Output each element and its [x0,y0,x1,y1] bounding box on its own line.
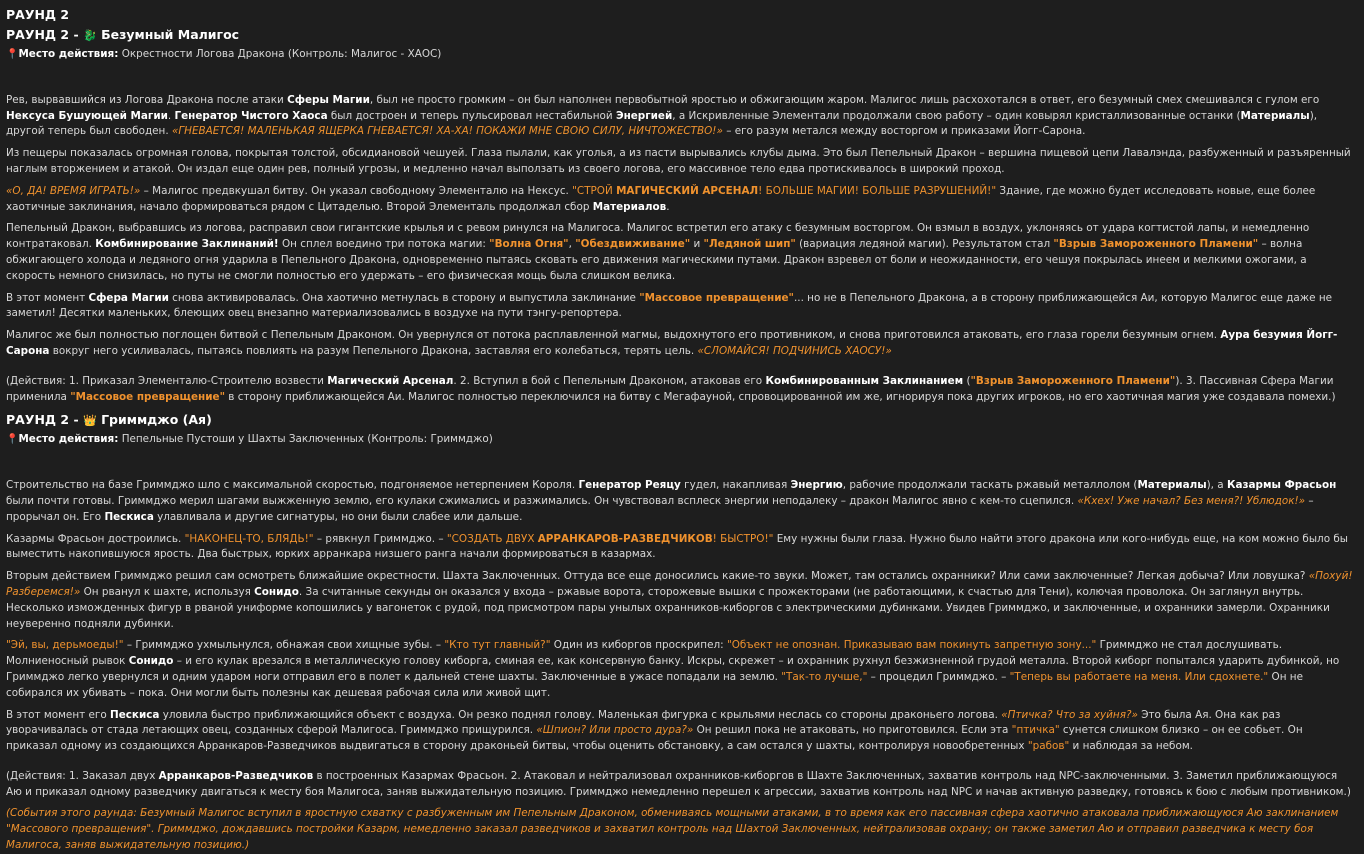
bold-text: Комбинированным Заклинанием [765,374,964,387]
highlight-text: МАГИЧЕСКИЙ АРСЕНАЛ [616,184,759,197]
text-run: . 2. Вступил в бой с Пепельным Драконом, атаковав его [453,374,766,387]
text-run: Казармы Фрасьон достроились. [6,532,185,545]
narrative-paragraph [6,93,1356,140]
bold-text: Арранкаров-Разведчиков [158,769,314,782]
section-title-name: Гриммджо (Ая) [101,412,212,428]
narrative-paragraph [6,221,1356,284]
highlight-text: "Взрыв Замороженного Пламени" [970,374,1176,387]
bold-text: Энергию [790,479,843,492]
text-run: Из пещеры показалась огромная голова, покрытая толстой, обсидиановой чешуей. Глаза пылали, как уголья, а из пасти вырывались клубы дыма. Это был Пепельный Дракон – вершина пищевой цепи Лавалэнда, разбуженный и разъяренный наглым вторжением и атакой. Он издал еще один рев, полный угрозы, и медленно начал выползать из своего логова, его массивное тело едва протискивалось в широкий проход. [6,147,1351,175]
text-run: Гриммджо не стал дослушивать. Молниеносный рывок [6,639,1283,668]
highlight-text: "Взрыв Замороженного Пламени" [1053,238,1259,251]
text-run: Здание, где можно будет исследовать новые, еще более хаотичные заклинания, начало формироваться рядом с Цитаделью. Второй Элементаль продолжал сбор [6,184,1316,213]
text-run: – рявкнул Гриммджо. – [313,532,447,545]
bold-text: Сонидо [254,585,299,598]
bold-text: Энергией [615,109,673,122]
highlight-text: "Теперь вы работаете на меня. Или сдохнете." [1009,670,1269,683]
section-title-prefix: РАУНД 2 - [6,412,79,428]
section-title-name: Безумный Малигос [101,27,240,42]
text-run: Пепельный Дракон, выбравшись из логова, расправил свои гигантские крылья и с ревом ринулся на Малигоса. Малигос встретил его атаку с безумным восторгом. Он взмыл в воздух, уклоняясь от удара когтистой лапы, и немедленно контратаковал. [6,222,1310,251]
text-run: – и его кулак врезался в металлическую голову киборга, сминая ее, как консервную банку. Искры, скрежет – и охранник рухнул безжизненной грудой металла. Второй киборг попытался ударить дубинкой, но Гриммджо легко увернулся и одним ударом ноги отправил его в полет к дальней стене шахты. Заключенные в ужасе попадали на землю. [6,655,1340,683]
text-run: Строительство на базе Гриммджо шло с максимальной скоростью, подгоняемое нетерпением Короля. [6,479,579,492]
narrative-paragraph [6,146,1356,178]
highlight-text: "Ледяной шип" [703,238,796,251]
highlight-text: АРРАНКАРОВ-РАЗВЕДЧИКОВ [537,532,713,545]
text-run: Малигос же был полностью поглощен битвой с Пепельным Драконом. Он увернулся от потока расплавленной магмы, выдохнутого его противником, и снова приготовился атаковать, его глаза горели безумным огнем. [6,329,1221,342]
section-grimmjow [6,411,1356,800]
text-run: В этот момент его [6,708,110,721]
section-title-prefix: РАУНД 2 - [6,27,79,42]
text-run: . [167,109,175,122]
text-run: Он сплел воедино три потока магии: [278,238,490,251]
text-run: – Гриммджо ухмыльнулся, обнажая свои хищные зубы. – [123,639,445,652]
bold-text: Пескиса [104,510,154,523]
highlight-text: «О, ДА! ВРЕМЯ ИГРАТЬ!» [6,184,141,197]
text-run: (Действия: 1. Заказал двух [6,769,159,782]
text-run: ), другой теперь был свободен. [6,109,1318,138]
highlight-text: "Объект не опознан. Приказываю вам покинуть запретную зону..." [726,639,1097,652]
narrative [6,478,1356,755]
highlight-text: "Обездвиживание" [575,238,691,251]
bold-text: Генератор Реяцу [578,479,681,492]
bold-text: Сфера Магии [88,291,169,304]
highlight-text: "СОЗДАТЬ ДВУХ [446,532,538,545]
narrative-paragraph [6,291,1356,323]
bold-text: Материалы [1137,479,1207,492]
section-maligos [6,26,1356,405]
text-run: в построенных Казармах Фрасьон. 2. Атаковал и нейтрализовал охранников-киборгов в Шахте Заключенных, захватив контроль над NPC-заключенными. 3. Заметил приближающуюся Аю и приказал одному разведчику двигаться к месту боя Малигоса, заняв выжидательную позицию. Гриммджо немедленно перешел к агрессии, захватив контроль над NPC и начав активную разведку, готовясь к бою с любым противником.) [6,769,1351,798]
text-run: – процедил Гриммджо. – [867,670,1010,683]
text-run: , рабочие продолжали таскать ржавый металлолом ( [842,479,1138,492]
pin-icon: 📍 [6,434,19,446]
text-run: улавливала и другие сигнатуры, но они были слабее или дальше. [153,510,523,523]
bold-text: Сонидо [128,655,174,668]
bold-text: Нексуса Бушующей Магии [6,109,168,122]
location-label: Место действия: [18,48,119,60]
text-run: и наблюдая за небом. [1069,740,1193,753]
bold-text: Материалы [1240,109,1310,122]
bold-text: Генератор Чистого Хаоса [174,109,328,122]
bold-text: Магический Арсенал [327,374,454,387]
bold-text: Казармы Фрасьон [1226,479,1337,492]
actions-line [6,769,1356,801]
text-run: (Действия: 1. Приказал Элементалю-Строителю возвести [6,374,328,387]
text-run: – Малигос предвкушал битву. Он указал свободному Элементалю на Нексус. [140,184,573,197]
text-run: ). 3. Пассивная Сфера Магии применила [6,374,1334,403]
highlight-text: "птичка" [1011,724,1060,737]
text-run: Это была Ая. Она как раз уворачивалась от стада летающих овец, созданных сферой Малигоса. Гриммджо прищурился. [6,708,1281,737]
text-run: . [666,200,670,213]
actions-line [6,374,1356,406]
text-run: Ему нужны были глаза. Нужно было найти этого дракона или кого-нибудь еще, на ком можно было бы выместить накопившуюся ярость. Два быстрых, юрких арранкара низшего ранга начали формироваться в казармах. [6,532,1348,561]
text-run: . За считанные секунды он оказался у входа – ржавые ворота, сторожевые вышки с прожекторами (не работающими, к счастью для Тени), колючая проволока. Он заглянул внутрь. Несколько изможденных фигур в рваной униформе копошились у вагонеток с рудой, под присмотром пары унылых охранников-киборгов с электрическими дубинками. Увидев Гриммджо, и заключенные, и охранники замерли. Охранники неуверенно подняли дубинки. [6,585,1330,630]
text-run: – волна обжигающего холода и ледяного огня ударила в Пепельного Дракона, одновременно пытаясь сковать его движения магическими путами. Дракон взревел от боли и неожиданности, его чешуя покрылась инеем и мелкими ожогами, а скорость немного снизилась, но путы не смогли полностью его удержать – его физическая мощь была слишком велика. [6,238,1307,282]
text-run: уловила быстро приближающийся объект с воздуха. Он резко поднял голову. Маленькая фигурка с крыльями неслась со стороны драконьего логова. [159,708,1002,721]
text-run: Вторым действием Гриммджо решил сам осмотреть ближайшие окрестности. Шахта Заключенных. Оттуда все еще доносились какие-то звуки. Может, там остались охранники? Или сами заключенные? Легкая добыча? Или ловушка? [6,570,1309,583]
text-run: гудел, накапливая [680,479,791,492]
highlight-text: "Массовое превращение" [70,390,225,403]
section-title [6,26,1356,45]
text-run: (вариация ледяной магии). Результатом стал [795,238,1054,251]
section-title [6,411,1356,430]
crown-icon: 👑 [83,414,97,428]
bold-text: Аура безумия Йогг-Сарона [6,329,1338,357]
highlight-text: ! БЫСТРО!" [712,532,774,545]
text-run: Он решил пока не атаковать, но приготовился. Если эта [693,724,1012,737]
highlight-text: ! БОЛЬШЕ МАГИИ! БОЛЬШЕ РАЗРУШЕНИЙ!" [758,184,997,197]
text-run: Один из киборгов проскрипел: [550,639,727,652]
narrative-paragraph [6,638,1356,701]
location-line [6,47,1356,63]
location-label: Место действия: [18,433,119,446]
text-run: был достроен и теперь пульсировал нестабильной [327,109,616,122]
highlight-text: «СЛОМАЙСЯ! ПОДЧИНИСЬ ХАОСУ!» [697,344,892,357]
narrative-paragraph [6,478,1356,525]
location-line [6,432,1356,448]
narrative-paragraph [6,328,1356,360]
text-run: Он рванул к шахте, используя [80,585,255,598]
bold-text: Комбинирование Заклинаний! [95,238,279,251]
text-run: вокруг него усиливалась, пытаясь повлиять на разум Пепельного Дракона, заставляя его колебаться, терять цель. [49,344,698,357]
highlight-text: "Так-то лучше," [781,670,868,683]
narrative-paragraph [6,184,1356,216]
text-run: снова активировалась. Она хаотично метнулась в сторону и выпустила заклинание [168,291,640,304]
pin-icon: 📍 [6,49,19,60]
highlight-text: «ГНЕВАЕТСЯ! МАЛЕНЬКАЯ ЯЩЕРКА ГНЕВАЕТСЯ! ХА-ХА! ПОКАЖИ МНЕ СВОЮ СИЛУ, НИЧТОЖЕСТВО!» [171,125,723,138]
highlight-text: "Эй, вы, дерьмоеды!" [6,639,124,652]
highlight-text: "Волна Огня" [489,238,569,251]
highlight-text: «Кхех! Уже начал? Без меня?! Ублюдок!» [1077,494,1306,507]
text-run: Он не собирался их убивать – пока. Они могли быть полезны как дешевая рабочая сила или живой щит. [6,670,1303,699]
text-run: – прорычал он. Его [6,494,1314,523]
highlight-text: «Похуй! Разберемся!» [6,570,1353,598]
round-summary: (События этого раунда: Безумный Малигос вступил в яростную схватку с разбуженным им Пепельным Драконом, обмениваясь мощными атаками, в то время как его пассивная сфера хаотично атаковала приближающуюся Аю заклинанием "Массового превращения". Гриммджо, дождавшись постройки Казарм, немедленно заказал разведчиков и захватил контроль над Шахтой Заключенных, нейтрализовав охрану; он также заметил Аю и отправил разведчика к месту боя Малигоса, заняв выжидательную позицию.) [6,807,1339,852]
location-value: Пепельные Пустоши у Шахты Заключенных (Контроль: Гриммджо) [121,433,493,446]
highlight-text: "рабов" [1027,740,1070,753]
dragon-icon: 🐉 [83,29,97,42]
text-run: , а Искривленные Элементали продолжали свою работу – один ковырял кристаллизованные останки ( [672,109,1241,122]
highlight-text: «Шпион? Или просто дура?» [536,724,694,737]
highlight-text: "СТРОЙ [572,184,617,197]
text-run: и [690,238,704,251]
narrative-paragraph [6,569,1356,632]
narrative-paragraph [6,708,1356,755]
highlight-text: "НАКОНЕЦ-ТО, БЛЯДЬ!" [184,532,314,545]
text-run: – его разум метался между восторгом и приказами Йогг-Сарона. [722,125,1086,138]
text-run: в сторону приближающейся Аи. Малигос полностью переключился на битву с Мегафауной, спровоцированной им же, игнорируя пока других игроков, но его хаотичная магия уже создавала помехи.) [224,390,1336,403]
location-value: Окрестности Логова Дракона (Контроль: Малигос - ХАОС) [121,48,442,60]
text-run: , был не просто громким – он был наполнен первобытной яростью и обжигающим жаром. Малигос лишь расхохотался в ответ, его безумный смех смешивался с гулом его [369,93,1320,106]
narrative-paragraph [6,532,1356,564]
bold-text: Материалов [592,200,667,213]
highlight-text: "Массовое превращение" [639,291,794,304]
bold-text: Пескиса [110,708,160,721]
round-header: РАУНД 2 [6,7,70,22]
text-run: сунется слишком близко – он ее собьет. Он приказал одному из создающихся Арранкаров-Разведчиков выдвигаться в сторону драконьей битвы, чтобы оценить обстановку, а сам остался у шахты, контролируя новообретенных [6,724,1303,753]
highlight-text: «Птичка? Что за хуйня?» [1001,708,1138,721]
text-run: ), а [1206,479,1227,492]
narrative [6,93,1356,360]
text-run: Рев, вырвавшийся из Логова Дракона после атаки [6,93,288,106]
text-run: В этот момент [6,291,89,304]
text-run: были почти готовы. Гриммджо мерил шагами выжженную землю, его кулаки сжимались и разжимались. Он чувствовал всплеск энергии неподалеку – дракон Малигос явно с кем-то сцепился. [6,494,1078,507]
text-run: ( [963,374,971,387]
bold-text: Сферы Магии [287,93,370,106]
text-run: ... но не в Пепельного Дракона, а в сторону приближающейся Аи, которую Малигос еще даже не заметил! Десятки маленьких, блеющих овец внезапно материализовались в воздухе на пути тэнгу-репортера. [6,291,1333,320]
text-run: , [568,238,576,251]
highlight-text: "Кто тут главный?" [444,639,551,652]
